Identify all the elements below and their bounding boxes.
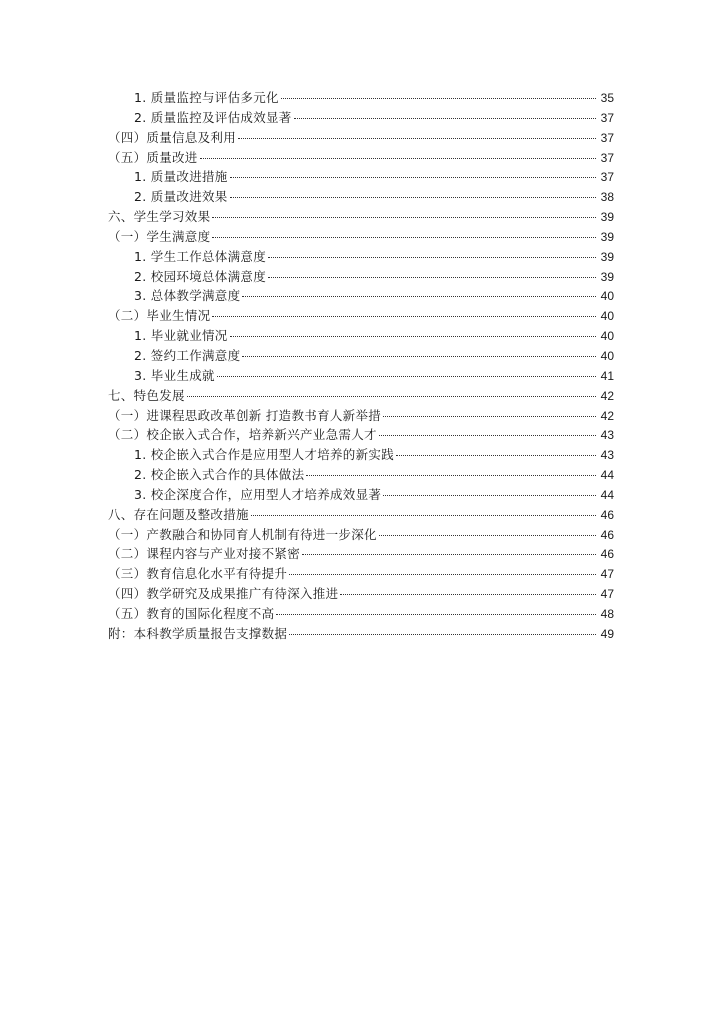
toc-entry-title: 2. 签约工作满意度 [134, 347, 241, 363]
toc-entry[interactable] [108, 88, 614, 108]
toc-dot-leader [379, 435, 596, 436]
toc-entry-page-number: 46 [600, 547, 614, 562]
toc-entry-page-number: 39 [600, 249, 614, 264]
toc-entry-title: （一）学生满意度 [108, 228, 211, 244]
toc-entry-page-number: 44 [600, 468, 614, 483]
toc-entry-page-number: 48 [600, 606, 614, 621]
toc-entry-title: 3. 总体教学满意度 [134, 288, 241, 304]
toc-entry-title: （二）课程内容与产业对接不紧密 [108, 546, 301, 562]
toc-dot-leader [306, 475, 596, 476]
toc-entry-title: 2. 质量改进效果 [134, 189, 228, 205]
toc-dot-leader [187, 396, 596, 397]
toc-dot-leader [268, 277, 596, 278]
toc-entry-title: 七、特色发展 [108, 387, 185, 403]
toc-dot-leader [294, 118, 596, 119]
toc-dot-leader [289, 634, 596, 635]
toc-dot-leader [276, 614, 596, 615]
toc-entry-page-number: 38 [600, 190, 614, 205]
toc-entry[interactable] [108, 505, 614, 525]
toc-entry-title: （一）产教融合和协同育人机制有待进一步深化 [108, 526, 377, 542]
toc-dot-leader [281, 98, 596, 99]
toc-dot-leader [230, 336, 596, 337]
toc-entry-page-number: 46 [600, 527, 614, 542]
toc-dot-leader [230, 197, 596, 198]
toc-entry-title: 2. 校园环境总体满意度 [134, 268, 266, 284]
table-of-contents [108, 88, 614, 644]
toc-entry-title: 1. 学生工作总体满意度 [134, 248, 266, 264]
toc-entry[interactable] [108, 445, 614, 465]
toc-entry-title: 1. 校企嵌入式合作是应用型人才培养的新实践 [134, 447, 395, 463]
toc-entry-page-number: 42 [600, 408, 614, 423]
toc-dot-leader [289, 574, 596, 575]
toc-entry-title: （二）毕业生情况 [108, 308, 211, 324]
toc-entry-title: 1. 毕业就业情况 [134, 328, 228, 344]
toc-entry-title: 2. 质量监控及评估成效显著 [134, 109, 292, 125]
toc-dot-leader [396, 455, 596, 456]
toc-entry-title: 3. 毕业生成就 [134, 367, 215, 383]
toc-dot-leader [242, 296, 596, 297]
toc-entry[interactable] [108, 267, 614, 287]
toc-dot-leader [242, 356, 596, 357]
toc-dot-leader [217, 376, 596, 377]
toc-entry[interactable] [108, 544, 614, 564]
toc-entry[interactable] [108, 425, 614, 445]
toc-entry-page-number: 40 [600, 309, 614, 324]
toc-entry[interactable] [108, 386, 614, 406]
toc-entry-title: （一）进课程思政改革创新 打造教书育人新举措 [108, 407, 382, 423]
toc-entry[interactable] [108, 167, 614, 187]
toc-dot-leader [230, 177, 596, 178]
toc-dot-leader [383, 495, 596, 496]
toc-entry[interactable] [108, 207, 614, 227]
toc-entry-title: 八、存在问题及整改措施 [108, 506, 249, 522]
toc-entry[interactable] [108, 108, 614, 128]
toc-entry-page-number: 40 [600, 348, 614, 363]
toc-entry-page-number: 49 [600, 626, 614, 641]
toc-entry-title: 3. 校企深度合作，应用型人才培养成效显著 [134, 486, 382, 502]
toc-dot-leader [200, 158, 596, 159]
toc-entry[interactable] [108, 326, 614, 346]
toc-entry[interactable] [108, 604, 614, 624]
toc-entry-page-number: 35 [600, 91, 614, 105]
toc-entry-title: （二）校企嵌入式合作，培养新兴产业急需人才 [108, 427, 377, 443]
toc-entry-page-number: 44 [600, 487, 614, 502]
toc-entry-title: （五）教育的国际化程度不高 [108, 605, 275, 621]
toc-entry-title: （四）教学研究及成果推广有待深入推进 [108, 586, 339, 602]
toc-dot-leader [212, 237, 596, 238]
toc-dot-leader [379, 535, 596, 536]
toc-entry[interactable] [108, 564, 614, 584]
toc-dot-leader [302, 554, 596, 555]
toc-entry-title: 1. 质量监控与评估多元化 [134, 90, 279, 105]
toc-entry[interactable] [108, 485, 614, 505]
toc-entry-page-number: 40 [600, 289, 614, 304]
toc-entry-page-number: 37 [600, 110, 614, 125]
toc-entry[interactable] [108, 406, 614, 426]
toc-entry-title: （五）质量改进 [108, 149, 198, 165]
toc-entry-page-number: 47 [600, 567, 614, 582]
toc-entry[interactable] [108, 227, 614, 247]
toc-entry-title: 1. 质量改进措施 [134, 169, 228, 185]
toc-entry-page-number: 47 [600, 587, 614, 602]
toc-dot-leader [383, 416, 596, 417]
toc-entry[interactable] [108, 128, 614, 148]
toc-entry-page-number: 41 [600, 368, 614, 383]
toc-entry[interactable] [108, 525, 614, 545]
toc-entry-page-number: 37 [600, 150, 614, 165]
toc-entry[interactable] [108, 247, 614, 267]
toc-entry-page-number: 39 [600, 269, 614, 284]
toc-entry[interactable] [108, 187, 614, 207]
toc-entry-page-number: 43 [600, 428, 614, 443]
toc-entry-title: （三）教育信息化水平有待提升 [108, 566, 288, 582]
toc-entry-page-number: 46 [600, 507, 614, 522]
toc-entry[interactable] [108, 286, 614, 306]
toc-entry-page-number: 39 [600, 229, 614, 244]
toc-entry-page-number: 40 [600, 329, 614, 344]
toc-entry[interactable] [108, 624, 614, 644]
toc-entry-page-number: 39 [600, 210, 614, 225]
toc-entry-title: 附：本科教学质量报告支撑数据 [108, 625, 288, 641]
toc-dot-leader [251, 515, 596, 516]
toc-entry-page-number: 43 [600, 448, 614, 463]
toc-entry[interactable] [108, 584, 614, 604]
toc-entry[interactable] [108, 148, 614, 168]
toc-dot-leader [212, 316, 596, 317]
toc-entry-title: （四）质量信息及利用 [108, 129, 237, 145]
toc-dot-leader [238, 138, 596, 139]
toc-entry[interactable] [108, 306, 614, 326]
toc-entry-page-number: 37 [600, 130, 614, 145]
toc-entry-page-number: 37 [600, 170, 614, 185]
toc-entry[interactable] [108, 465, 614, 485]
toc-dot-leader [268, 257, 596, 258]
toc-entry-page-number: 42 [600, 388, 614, 403]
toc-entry-title: 2. 校企嵌入式合作的具体做法 [134, 467, 305, 483]
toc-entry-title: 六、学生学习效果 [108, 209, 211, 225]
toc-entry[interactable] [108, 346, 614, 366]
toc-entry[interactable] [108, 366, 614, 386]
toc-dot-leader [340, 594, 596, 595]
toc-dot-leader [212, 217, 596, 218]
